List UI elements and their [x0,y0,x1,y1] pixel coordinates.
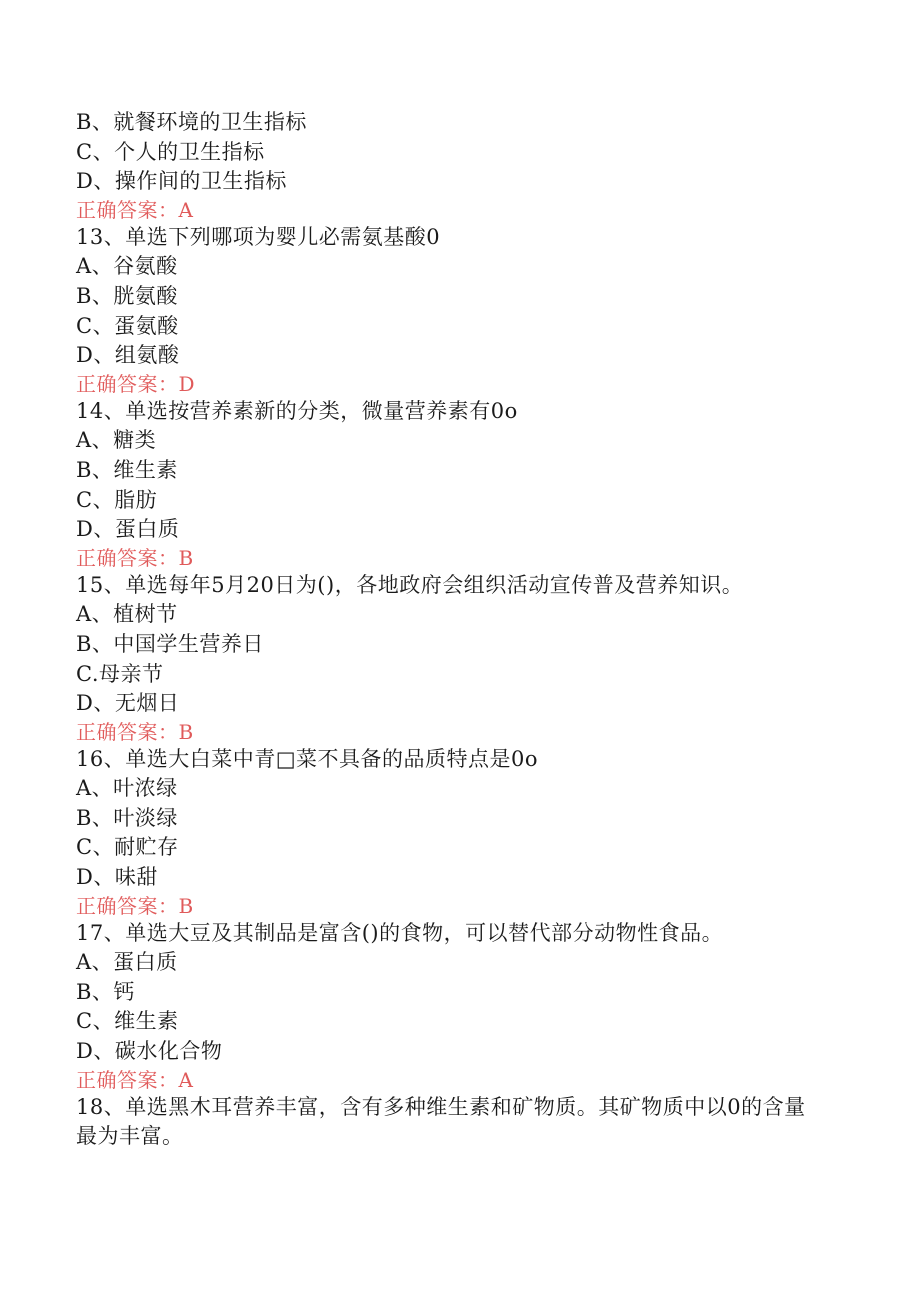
correct-answer: 正确答案：B [76,893,194,918]
option-text: B、胱氨酸 [76,283,178,308]
correct-answer: 正确答案：D [76,371,196,396]
option-text: B、中国学生营养日 [76,631,264,656]
option-text: B、维生素 [76,457,178,482]
question-text: 14、单选按营养素新的分类，微量营养素有0o [76,398,518,423]
question-text: 16、单选大白菜中青□菜不具备的品质特点是0o [76,746,539,771]
option-text: D、味甜 [76,865,158,890]
option-text: D、无烟日 [76,691,180,716]
option-text: C、维生素 [76,1009,179,1034]
option-text: C.母亲节 [76,661,164,686]
option-text: A、植树节 [76,602,178,627]
option-text: A、叶浓绿 [76,776,178,801]
option-text: C、个人的卫生指标 [76,139,265,164]
option-text: A、谷氨酸 [76,254,178,279]
option-text: A、蛋白质 [76,950,178,975]
option-text: B、钙 [76,979,135,1004]
option-text: D、蛋白质 [76,517,180,542]
option-text: B、叶淡绿 [76,805,178,830]
option-text: C、蛋氨酸 [76,313,179,338]
option-text: C、脂肪 [76,487,158,512]
correct-answer: 正确答案：A [76,197,194,222]
question-text: 17、单选大豆及其制品是富含()的食物，可以替代部分动物性食品。 [76,920,724,945]
correct-answer: 正确答案：A [76,1067,194,1092]
option-text: D、组氨酸 [76,343,180,368]
option-text: D、碳水化合物 [76,1039,223,1064]
question-text: 15、单选每年5月20日为()，各地政府会组织活动宣传普及营养知识。 [76,572,744,597]
question-text: 18、单选黑木耳营养丰富，含有多种维生素和矿物质。其矿物质中以0的含量最为丰富。 [76,1094,806,1149]
option-text: C、耐贮存 [76,835,179,860]
option-text: D、操作间的卫生指标 [76,169,287,194]
correct-answer: 正确答案：B [76,719,194,744]
document-page [76,108,836,1152]
correct-answer: 正确答案：B [76,545,194,570]
option-text: A、糖类 [76,428,157,453]
option-text: B、就餐环境的卫生指标 [76,110,307,134]
question-text: 13、单选下列哪项为婴儿必需氨基酸0 [76,224,441,249]
